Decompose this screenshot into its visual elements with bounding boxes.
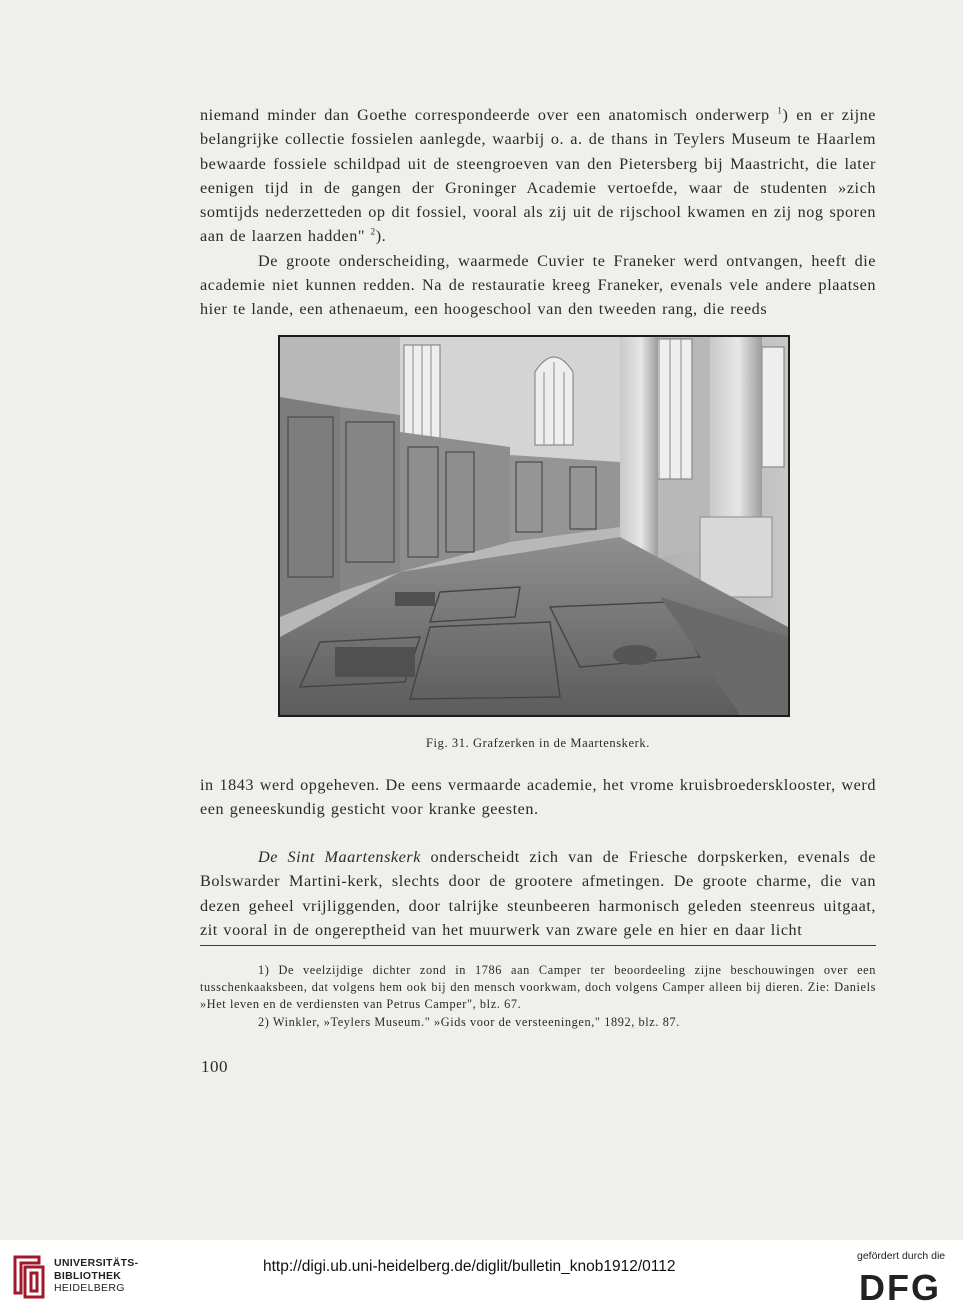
paragraph-2: De groote onderscheiding, waarmede Cuvier te Franeker werd ontvangen, heeft die academie niet kunnen redden. Na de restauratie kreeg Franeker, evenals vele andere plaatsen hier te lande, een athenaeum, een hoogeschool van den tweeden rang, die reeds xyxy=(200,251,876,319)
permalink-url[interactable]: http://digi.ub.uni-heidelberg.de/diglit/bulletin_knob1912/0112 xyxy=(263,1258,676,1275)
footnote-2: 2) Winkler, »Teylers Museum." »Gids voor de versteeningen," 1892, blz. 87. xyxy=(258,1014,680,1029)
body-text-bottom xyxy=(200,773,876,822)
paragraph-4: De Sint Maartenskerk onderscheidt zich van de Friesche dorpskerken, evenals de Bolswarder Martini-kerk, slechts door de grootere afmetingen. De groote charme, die van dezen geheel vrijliggenden, door talrijke steunbeeren harmonisch geleden steenreus uitgaat, zit vooral in de ongereptheid van het muurwerk van zware gele en hier en daar licht xyxy=(200,848,876,939)
page-number: 100 xyxy=(201,1057,228,1076)
body-text-top xyxy=(200,103,876,322)
footnotes xyxy=(200,962,876,1031)
body-text-maartenskerk xyxy=(200,845,876,942)
footnote-divider xyxy=(200,945,876,946)
paragraph-1: niemand minder dan Goethe correspondeerde over een anatomisch onderwerp $^1$) en er zijne belangrijke collectie fossielen aanlegde, waarbij o. a. de thans in Teylers Museum te Haarlem bewaarde fossiele schildpad uit de steengroeven van den Pietersberg bij Maastricht, die later eenigen tijd in de gangen der Groninger Academie vertoefde, waar de studenten »zich somtijds nederzetteden op dit fossiel, vooral als zij uit de rijschool kwamen en zij nog sporen aan de laarzen hadden" $^2$). xyxy=(200,105,876,246)
figure-caption: Fig. 31. Grafzerken in de Maartenskerk. xyxy=(425,736,651,750)
church-interior-photo xyxy=(278,335,790,717)
italic-lead: De Sint Maartenskerk xyxy=(258,848,421,866)
dfg-logo-text: DFG xyxy=(859,1268,941,1304)
digitization-footer xyxy=(0,1240,963,1312)
dfg-logo[interactable] xyxy=(857,1268,949,1304)
footnote-ref-1[interactable]: 1 xyxy=(777,105,783,116)
funding-label: gefördert durch die xyxy=(857,1250,946,1262)
footnote-1: 1) De veelzijdige dichter zond in 1786 aan Camper ter beoordeeling zijne beschouwingen over een tusschenkaaksbeen, dat volgens hem ook bij den mensch voorkwam, doch volgens Camper alleen bij dieren. Zie: Daniels »Het leven en de verdiensten van Petrus Camper", blz. 67. xyxy=(200,963,876,1012)
paragraph-3: in 1843 werd opgeheven. De eens vermaarde academie, het vrome kruisbroedersklooster, werd een geneeskundig gesticht voor kranke geesten. xyxy=(200,776,876,819)
library-name[interactable]: UNIVERSITÄTS- BIBLIOTHEK HEIDELBERG xyxy=(54,1257,139,1294)
footnote-ref-2[interactable]: 2 xyxy=(370,227,376,238)
library-logo-icon[interactable] xyxy=(9,1253,49,1301)
